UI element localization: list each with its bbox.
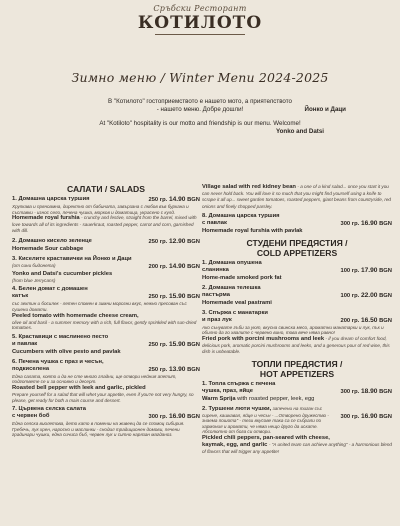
item-price: 14.90	[168, 196, 186, 203]
item-pre: (от сини бидонета)	[12, 262, 56, 268]
item-currency: BGN	[187, 263, 200, 270]
salad-item-4	[12, 286, 200, 330]
intro-bg-line-1: В "Котилото" гостоприемството е нашето мото, а приятелството	[108, 98, 292, 105]
cold-title-en: COLD APPETIZERS	[256, 247, 338, 258]
item-qty: 250 гр.	[148, 197, 168, 203]
item-desc: Ако сънувате гъби за уют, вкусна свинска месо, ароматни манатарки и лук, пък и обилно да го хвалите с червено вино, това вече няма равно!	[202, 324, 384, 336]
item-qty: 300 гр.	[148, 414, 168, 421]
item-en-name: Homemade royal furshia	[12, 215, 80, 222]
item-name: 2. Домашно кисело зеленце	[12, 237, 92, 244]
item-name: 1. Домашна опушена	[202, 259, 262, 266]
item-sub: подкиселена	[12, 365, 50, 372]
item-name: 5. Краставици с маслинено песто	[12, 333, 109, 340]
item-en-name-2: kaymak, egg, and garlic	[202, 442, 268, 449]
item-qty: 250 гр.	[148, 341, 168, 348]
restaurant-subtitle: Сръбски Ресторант	[153, 4, 247, 13]
item-desc: със зехтин и босилек - летен спомен в зимни морозни вкус, нежно пресован със сушени домати.	[12, 301, 187, 312]
cold-title-bg: СТУДЕНИ ПРЕДЯСТИЯ /	[246, 237, 348, 248]
item-qty: 200 гр.	[148, 263, 168, 270]
item-desc: Една салата, която и да не сте много гладни, ще отвори нейния апетит, подгответе се и за основно и десерт.	[12, 373, 177, 385]
hot-item-2	[202, 406, 392, 456]
item-qty: 300 гр.	[340, 388, 360, 395]
item-qty: 100 гр.	[340, 292, 360, 299]
item-name: 3. Спържа с манатарки	[202, 309, 268, 316]
item-name: 2. Туршени люти чушки,	[202, 405, 272, 412]
item-en-note: (from blue Jerrycans)	[12, 277, 56, 283]
item-sub: пастърма	[202, 291, 230, 298]
item-currency: BGN	[379, 317, 392, 324]
cold-item-3	[202, 310, 392, 356]
item-currency: BGN	[187, 414, 200, 421]
item-currency: BGN	[379, 292, 392, 299]
intro-en-line: At "Kotiloto" hospitality is our motto and friendship is our menu. Welcome!	[99, 120, 301, 127]
item-name: 7. Цървена селска салата	[12, 406, 86, 413]
item-sub: и праз лук	[202, 316, 232, 323]
item-sub: с павлак	[202, 219, 227, 226]
menu-title: Зимно меню / Winter Menu 2024-2025	[71, 70, 329, 85]
intro-bg-text: - нашето меню. Добре дошли!	[156, 106, 244, 113]
item-en-name: Homemade Sour cabbage	[12, 245, 84, 252]
item-price: 15.90	[168, 293, 186, 301]
item-en-desc: - crunchy and festive, straight from the barrel, mixed with love towards all of its ingredients - sauerkraut, roasted pepper, carrot and corn, garnished with dill.	[12, 215, 197, 234]
item-en-name: Yonko and Datsi's cucumber pickles	[12, 270, 113, 277]
salads-title: САЛАТИ / SALADS	[66, 184, 146, 194]
item-en-desc: - "A united team can achieve anything" - a harmonious blend of flavors that will trigger any appetite!	[202, 442, 392, 455]
item-qty: 200 гр.	[340, 317, 360, 324]
item-currency: BGN	[187, 366, 200, 373]
intro-block	[40, 98, 360, 136]
salad-item-6	[12, 359, 200, 403]
item-en-name: Homemade royal furshia with pavlak	[202, 227, 303, 234]
item-price: 22.00	[360, 291, 378, 299]
brand-divider	[155, 34, 245, 35]
item-currency: BGN	[187, 294, 200, 301]
left-column	[12, 184, 200, 441]
item-name: 1. Топла спържа с печена	[202, 380, 276, 387]
intro-bg-signature: Йонко и Даци	[304, 106, 346, 113]
item-en-name: Homemade veal pastrami	[202, 299, 272, 306]
item-currency: BGN	[379, 413, 392, 420]
salad-item-5	[12, 334, 200, 356]
item-currency: BGN	[379, 267, 392, 274]
item-qty: 300 гр.	[340, 220, 360, 227]
item-price: 16.90	[360, 219, 378, 227]
salad-item-7-en	[202, 184, 392, 210]
item-price: 16.90	[360, 412, 378, 420]
hot-appetizers-title	[202, 359, 392, 379]
item-qty: 100 гр.	[340, 267, 360, 274]
item-sub: сланинка	[202, 266, 229, 273]
item-currency: BGN	[187, 341, 200, 348]
item-price: 14.90	[168, 262, 186, 270]
item-desc: Хрупкава и пряноамна, директно от бабината, завързана с любов във буркана и съставки - износ село, печена чушка, морков и доматица, украсено с кулд.	[12, 204, 189, 215]
item-sub: чушка, праз, яйце	[202, 387, 253, 394]
cold-appetizers-title	[202, 238, 392, 258]
item-name: 8. Домашна царска туршия	[202, 212, 280, 219]
hot-item-1	[202, 381, 392, 403]
item-en-rest: with roasted pepper, leek, egg	[237, 395, 315, 402]
restaurant-name: КОТИЛОТО	[137, 13, 263, 33]
item-price: 13.90	[168, 365, 186, 373]
item-sub: катък	[12, 293, 29, 300]
item-currency: BGN	[379, 220, 392, 227]
item-name: 1. Домашна царска туршия	[12, 196, 90, 202]
item-qty: 250 гр.	[148, 366, 168, 373]
item-name: 6. Печена чушка с праз и чесън,	[12, 358, 104, 365]
item-en-desc: - a one of a kind salad... once you start it you can never hold back. You will love it so much that you might find yourself using a knife to scrape it all up... sweet garden tomatoes, roasted peppers, giant beans from countryside, red onions and finely chopped parsley.	[202, 184, 391, 209]
item-en-name: Fried pork with porcini mushrooms and leek	[202, 336, 325, 343]
item-en-name: Cucumbers with olive pesto and pavlak	[12, 348, 121, 355]
item-en-name: Warm Sprija	[202, 395, 236, 402]
item-desc-inline: запечени на тиган със	[272, 405, 323, 411]
hot-title-bg: ТОПЛИ ПРЕДЯСТИЯ /	[251, 358, 343, 369]
item-en-name: Pickled chili peppers, pan-seared with cheese,	[202, 435, 330, 442]
menu-header	[0, 4, 400, 35]
item-en-desc: - if you dream of comfort food, delicious pork, aromatic porcini mushrooms and leeks, and a generous pour of red wine, this dish is unbeatable.	[202, 336, 390, 355]
salad-item-7	[12, 406, 200, 438]
salad-item-1	[12, 196, 200, 235]
item-price: 17.90	[360, 266, 378, 274]
cold-item-2	[202, 285, 392, 307]
item-price: 12.90	[168, 237, 186, 245]
item-en-name: Roasted bell pepper with leek and garlic, pickled	[12, 384, 146, 391]
item-currency: BGN	[187, 238, 200, 245]
right-column	[202, 184, 392, 458]
item-currency: BGN	[379, 388, 392, 395]
item-en-desc: Prepare yourself for a salad that will whet your appetite, even if you're not very hungry, so please, get ready for both a main course and dessert.	[12, 391, 194, 403]
item-sub: и павлак	[12, 340, 38, 347]
item-name: 3. Киселите краставички на Йонко и Даци	[12, 255, 132, 262]
item-name: 2. Домашна телешка	[202, 284, 261, 291]
item-desc: сирене, кашкавал, яйце и чесън - ...Отворено дружество - знаема пошота" - тези вкусове така са се събрали по хармония и аромати, че няма нещо друго да искате. Абсолютно от бога си отвори.	[202, 412, 329, 435]
item-qty: 250 гр.	[148, 294, 168, 301]
item-en-name: Village salad with red kidney bean	[202, 184, 296, 190]
item-qty: 300 гр.	[340, 413, 360, 420]
item-price: 16.90	[168, 413, 186, 421]
item-price: 15.90	[168, 340, 186, 348]
item-desc: Една селска виолетова, дето като в поменш на живеец да се спомоц сибирия. Гребечь, лук хрен, наросно и маслинки - снодил традиционен домови, печени градинари чушки, една сичиса бъб, червен лук и ситно нарязан магданоз.	[12, 421, 185, 438]
item-price: 18.90	[360, 387, 378, 395]
cold-item-1	[202, 260, 392, 282]
salad-item-3	[12, 256, 200, 284]
item-en-name: Peeled tomato with homemade cheese cream,	[12, 312, 139, 319]
item-en-desc: olive oil and basil - a summer memory with a rich, full flavor, gently sprinkled with sun-dried tomatoes.	[12, 319, 197, 331]
item-qty: 250 гр.	[148, 238, 168, 245]
item-sub: с червен боб	[12, 413, 50, 420]
salad-item-8	[202, 213, 392, 235]
item-currency: BGN	[187, 197, 200, 203]
hot-title-en: HOT APPETIZERS	[259, 368, 335, 379]
item-name: 4. Белен домат с домашен	[12, 286, 88, 293]
item-en-name: Home-made smoked pork fat	[202, 274, 282, 281]
intro-en-signature: Yonko and Datsi	[275, 128, 324, 135]
salad-item-2	[12, 238, 200, 253]
item-price: 16.50	[360, 316, 378, 324]
